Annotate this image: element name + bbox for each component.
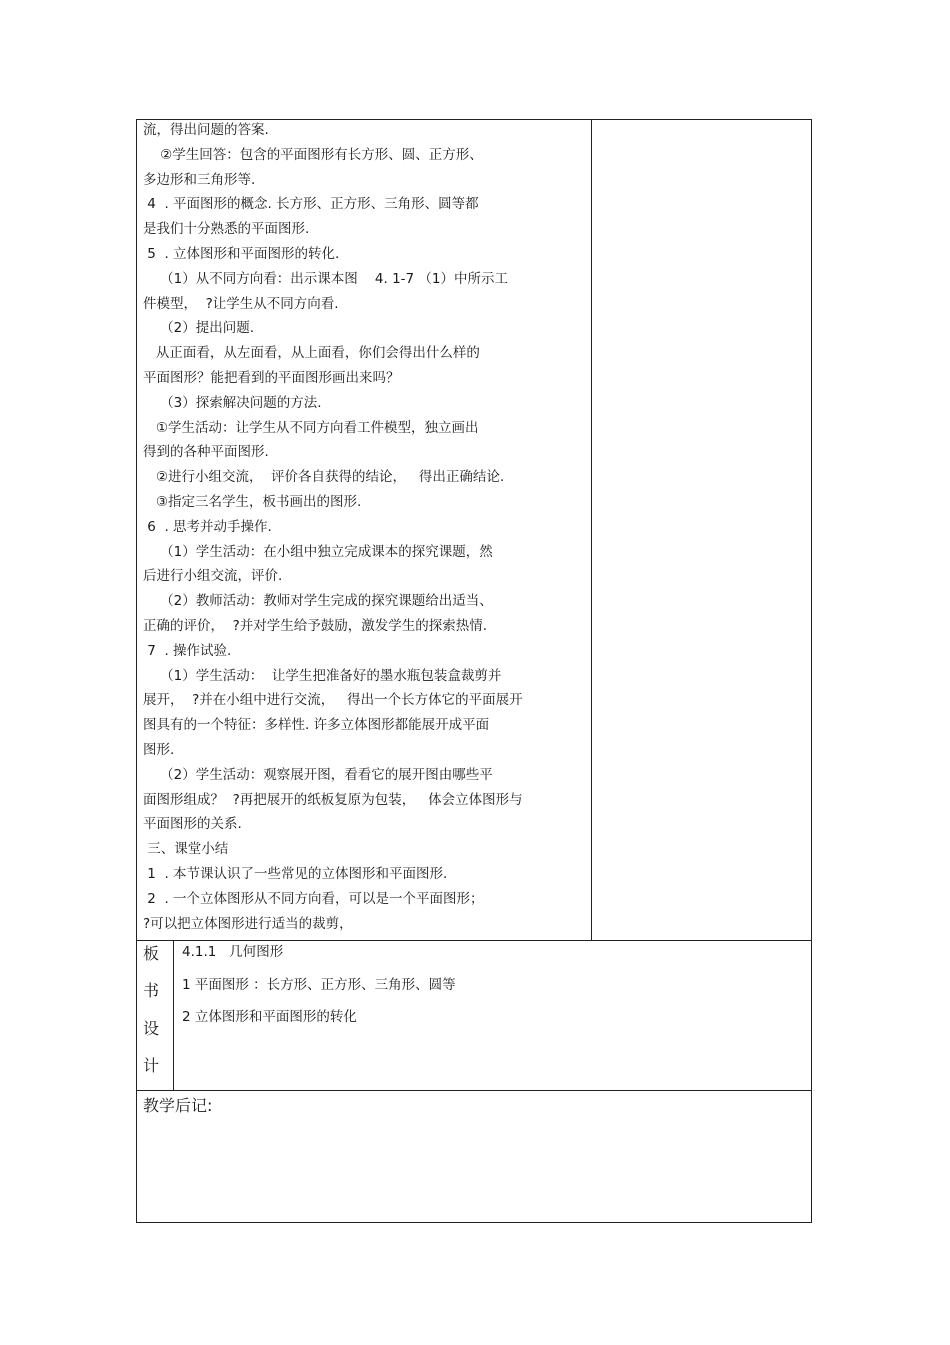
content-line: 图形. [143,742,175,758]
board-heading: 4.1.1 几何图形 [182,944,284,960]
content-line: 展开， ?并在小组中进行交流， 得出一个长方体它的平面展开 [143,692,523,709]
content-line: 6 . 思考并动手操作. [143,518,272,535]
content-line: （1）从不同方向看：出示课本图 4. 1-7 （1）中所示工 [143,270,509,287]
content-line: 后进行小组交流，评价. [143,568,283,585]
content-line: （2）提出问题. [143,320,255,337]
board-label-divider [173,940,174,1090]
content-line: 三、课堂小结 [143,841,229,858]
content-line: （1）学生活动： 让学生把准备好的墨水瓶包装盒裁剪并 [143,667,502,684]
content-line: 5 . 立体图形和平面图形的转化. [143,246,340,262]
content-line: 多边形和三角形等. [143,171,256,188]
content-line: 得到的各种平面图形. [143,444,269,461]
content-line: （2）教师活动：教师对学生完成的探究课题给出适当、 [143,593,493,610]
board-label-char: 设 [143,1019,160,1038]
content-line: ②学生回答：包含的平面图形有长方形、圆、正方形、 [143,146,483,163]
board-top-divider [136,940,812,941]
content-line: ②进行小组交流， 评价各自获得的结论， 得出正确结论. [143,469,505,486]
content-line: 流，得出问题的答案. [143,122,269,138]
content-line: 面图形组成？ ?再把展开的纸板复原为包装， 体会立体图形与 [143,791,523,808]
content-line: ①学生活动：让学生从不同方向看工件模型，独立画出 [143,419,479,436]
content-line: 7 . 操作试验. [143,642,232,659]
content-line: 1 . 本节课认识了一些常见的立体图形和平面图形. [143,866,448,882]
content-line: 4 . 平面图形的概念. 长方形、正方形、三角形、圆等都 [143,196,479,213]
content-line: 从正面看，从左面看，从上面看，你们会得出什么样的 [143,345,480,362]
content-line: ③指定三名学生，板书画出的图形. [143,494,362,510]
content-line: 2 . 一个立体图形从不同方向看，可以是一个平面图形； [143,890,484,907]
content-line: 件模型， ?让学生从不同方向看. [143,295,339,312]
board-label-char: 板 [143,944,160,963]
content-line: （1）学生活动：在小组中独立完成课本的探究课题，然 [143,543,493,560]
content-line: 是我们十分熟悉的平面图形. [143,221,310,238]
content-line: （3）探索解决问题的方法. [143,394,322,411]
content-line: 图具有的一个特征：多样性. 许多立体图形都能展开成平面 [143,717,490,734]
content-line: ?可以把立体图形进行适当的裁剪， [143,915,353,932]
content-line: 正确的评价， ?并对学生给予鼓励，激发学生的探索热情. [143,618,488,634]
content-line: 平面图形？能把看到的平面图形画出来吗？ [143,370,400,386]
teaching-notes-label: 教学后记: [143,1096,213,1115]
content-line: （2）学生活动：观察展开图，看看它的展开图由哪些平 [143,766,493,783]
board-item: 1 平面图形 ：长方形、正方形、三角形、圆等 [182,977,456,993]
right-column-divider [591,119,592,940]
board-label-char: 计 [143,1056,160,1075]
board-label-char: 书 [143,981,160,1000]
board-item: 2 立体图形和平面图形的转化 [182,1009,357,1025]
notes-top-divider [136,1090,812,1091]
content-line: 平面图形的关系. [143,816,242,833]
